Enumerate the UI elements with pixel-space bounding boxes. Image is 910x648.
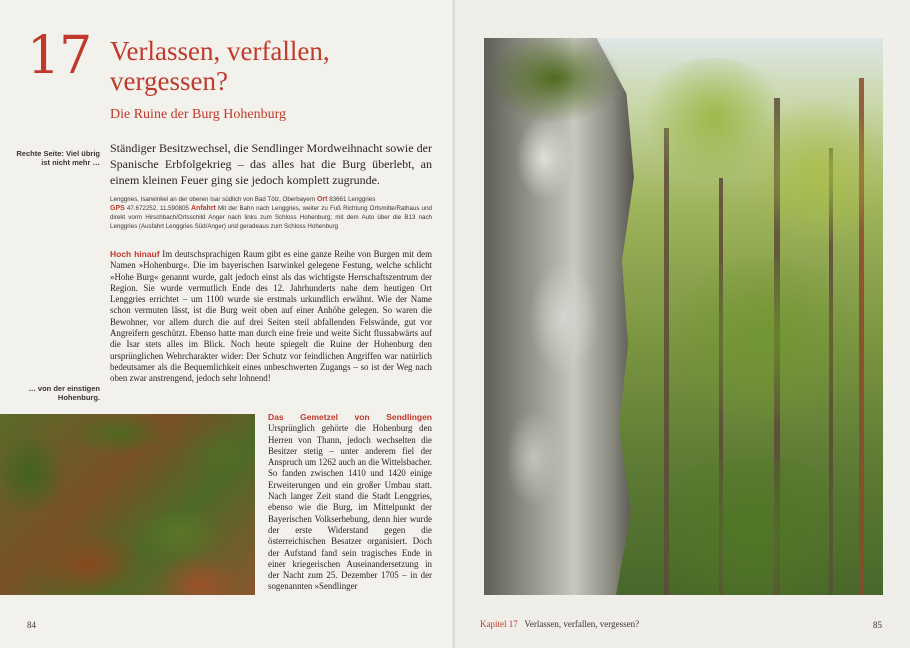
info-ort-value: 83661 Lenggries: [329, 196, 376, 203]
margin-note-left-photo: … von der einstigen Hohenburg.: [28, 384, 100, 402]
page-number-right: 85: [873, 620, 882, 630]
info-gps-label: GPS: [110, 205, 125, 212]
running-chapter: Kapitel 17: [480, 619, 518, 629]
lead-paragraph: Ständiger Besitzwechsel, die Sendlinger Mordweihnacht sowie der Spanische Erbfolgekrieg – das alles hat die Burg überlebt, an einem kleinen Feuer ging sie jedoch komplett zugrunde.: [110, 141, 432, 187]
info-box: [110, 195, 432, 231]
section-1-heading: Hoch hinauf: [110, 249, 160, 259]
body-section-1: [110, 249, 432, 385]
info-gps-value: 47.672252, 11.590805: [126, 205, 189, 212]
info-anfahrt-value: Mit der Bahn nach Lenggries, weiter zu Fuß Richtung Ortsmitte/Rathaus und direkt vorm Hirschbach/Ortsschild Anger nach links zum Schloss Hohenburg; mit dem Auto über die B13 nach Lenggries (Ausfahrt Lenggries Süd/Anger) und geradeaus zum Schloss Hohenburg: [110, 205, 432, 230]
page-number-left: 84: [27, 620, 36, 630]
running-title: Verlassen, verfallen, vergessen?: [524, 619, 640, 629]
running-footer: [480, 619, 639, 629]
chapter-number: 17: [27, 26, 92, 86]
info-location: Lenggries, Isarwinkel an der oberen Isar südlich von Bad Tölz, Oberbayern: [110, 196, 316, 203]
body-section-2: [268, 412, 432, 593]
section-1-text: Im deutschsprachigen Raum gibt es eine ganze Reihe von Burgen mit dem Namen »Hohenburg«. Die im bayerischen Isarwinkel gelegene Festung, welche schlicht »Hohe Burg« genannt wurde, galt jedoch einst als das wichtigste Herrschaftszentrum der Region. Sie wurde vermutlich Ende des 12. Jahrhunderts nahe dem heutigen Ort Lenggries errichtet – um 1100 wurde sie erstmals urkundlich erwähnt. Wie der Name schon vermuten lässt, ist die Burg weit oben auf einer Anhöhe gelegen. So waren die Bewohner, vor allem durch die auf drei Seiten steil abfallenden Felswände, gut vor Angreifern geschützt. Ebenso hatte man durch eine freie und weite Sicht flussabwärts auf die Isar stets alles im Blick. Noch heute spiegelt die Ruine der Hohenburg den ursprünglichen Wehrcharakter wider: Der Schutz vor feindlichen Angriffen war natürlich bedeutsamer als die Bequemlichkeit eines unbeschwerten Zugangs – so ist der Weg nach oben zwar anstrengend, jedoch sehr lohnend!: [110, 249, 432, 384]
foliage: [654, 258, 874, 418]
section-2-text: Ursprünglich gehörte die Hohenburg den Herren von Thann, jedoch wechselten die Besitzer stetig – unter anderem fiel der Anspruch um 1262 auch an die Wittelsbacher. So fanden zwischen 1410 und 1420 einige Erweiterungen und ein großer Umbau statt. Nach langer Zeit stand die Stadt Lenggries, ebenso wie die Burg, im Mittelpunkt der Bayerischen Volkserhebung, denn hier wurde der erste Widerstand gegen die österreichischen Besatzer organisiert. Doch der Aufstand fand sein tragisches Ende in einer kriegerischen Auseinandersetzung in der Nacht zum 25. Dezember 1705 – in der sogenannten »Sendlinger: [268, 423, 432, 592]
foliage: [624, 458, 883, 595]
moss: [484, 38, 654, 148]
foliage: [744, 98, 883, 248]
info-ort-label: Ort: [316, 196, 328, 203]
photo-rock-forest: [484, 38, 883, 595]
chapter-title: Verlassen, verfallen, vergessen?: [110, 36, 330, 96]
chapter-subtitle: Die Ruine der Burg Hohenburg: [110, 107, 287, 122]
section-2-heading: Das Gemetzel von Sendlingen: [268, 412, 432, 422]
photo-moss-ruins: [0, 414, 255, 595]
margin-note-right-page: Rechte Seite: Viel übrig ist nicht mehr …: [16, 149, 100, 167]
info-anfahrt-label: Anfahrt: [190, 205, 216, 212]
